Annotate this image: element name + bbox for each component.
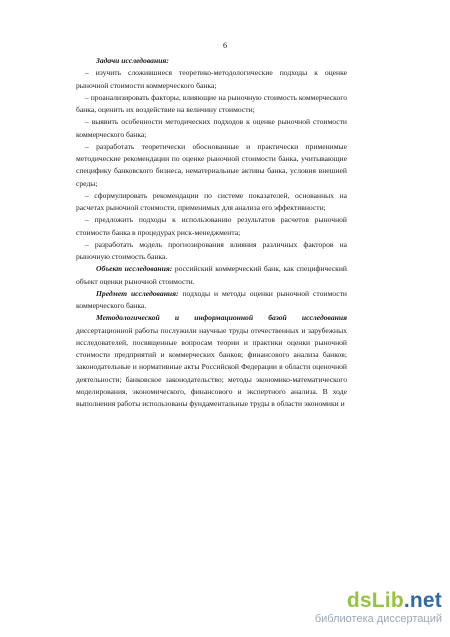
task-item: – разработать модель прогнозирования влияния различных факторов на рыночную стоимость банка.	[76, 239, 347, 261]
basis-text: диссертационной работы послужили научные труды отечественных и зарубежных исследователей, посвященные вопросам теории и практики оценки рыночной стоимости предприятий и коммерческих банков; финансового анализа банков; законодательные и нормативные акты Российской Федерации в области оценочной деятельности; банковское законодательство; методы экономико-математического моделирования, экономического, финансового и экспертного анализа. В ходе выполнения работы использованы фундаментальные труды в области экономики и	[76, 325, 347, 408]
task-item: – сформулировать рекомендации по системе показателей, основанных на расчетах рыночной стоимости, применимых для анализа его эффективности;	[76, 190, 347, 212]
task-item: – изучить сложившиеся теоретико-методологические подходы к оценке рыночной стоимости коммерческого банка;	[76, 68, 347, 90]
dslib-logo: dsLib.net	[346, 589, 442, 612]
dslib-watermark	[268, 590, 442, 626]
task-item: – проанализировать факторы, влияющие на рыночную стоимость коммерческого банка, оценить их воздействие на величину стоимости;	[76, 92, 347, 114]
subject-paragraph	[76, 288, 347, 313]
object-paragraph	[76, 263, 347, 288]
object-text: российский коммерческий банк, как специфический объект оценки рыночной стоимости.	[76, 264, 347, 286]
task-item: – выявить особенности методических подходов к оценке рыночной стоимости коммерческого банка;	[76, 117, 347, 139]
task-item: – предложить подходы к использованию результатов расчетов рыночной стоимости банка в процедурах риск-менеджмента;	[76, 215, 347, 237]
object-label: Объект исследования:	[96, 264, 173, 274]
dslib-caption: библиотека диссертаций	[314, 613, 442, 625]
basis-paragraph	[76, 312, 347, 410]
task-item: – разработать теоретически обоснованные и практически применимые методические рекомендации по оценке рыночной стоимости банка, учитывающие специфику банковского бизнеса, нематериальные активы банка, условия внешней среды;	[76, 141, 347, 188]
page-number: 6	[223, 41, 227, 50]
subject-text: подходы и методы оценки рыночной стоимости коммерческого банка.	[76, 288, 347, 310]
basis-label: Методологической и информационной базой исследования	[96, 313, 347, 323]
tasks-heading: Задачи исследования:	[96, 56, 169, 65]
body-text	[76, 55, 347, 410]
subject-label: Предмет исследования:	[96, 288, 179, 298]
